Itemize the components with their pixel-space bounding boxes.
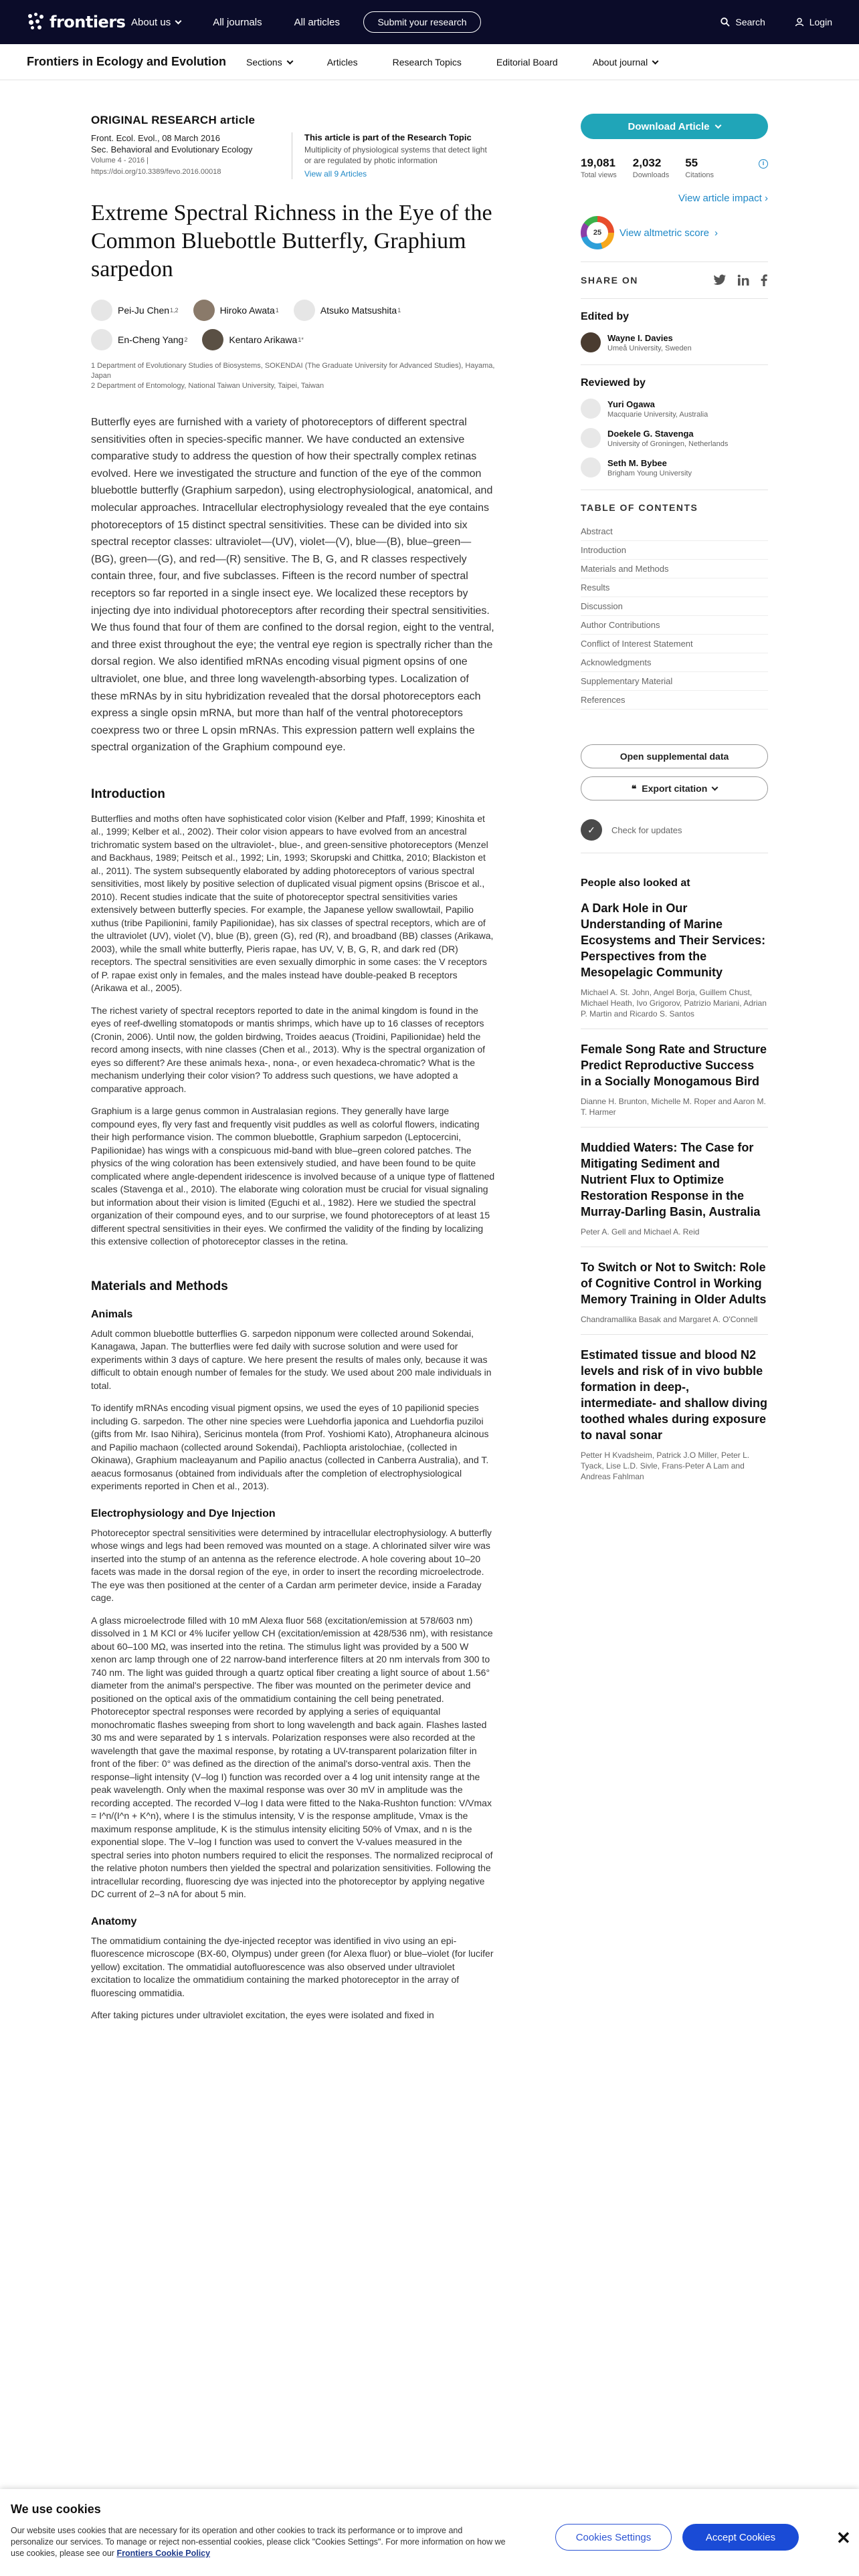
avatar bbox=[581, 399, 601, 419]
subnav-articles[interactable]: Articles bbox=[326, 57, 358, 68]
frontiers-logo[interactable] bbox=[27, 12, 125, 32]
accept-cookies-button[interactable]: Accept Cookies bbox=[682, 2524, 799, 2551]
cookies-settings-button[interactable]: Cookies Settings bbox=[555, 2524, 672, 2551]
article-meta bbox=[91, 132, 292, 179]
chevron-down-icon bbox=[286, 58, 293, 64]
export-citation-button[interactable]: ❝ Export citation bbox=[581, 776, 768, 800]
avatar bbox=[202, 329, 223, 350]
avatar bbox=[581, 428, 601, 448]
divider bbox=[581, 364, 768, 365]
top-bar bbox=[0, 0, 859, 44]
download-article-button[interactable]: Download Article bbox=[581, 114, 768, 139]
abstract-text: Butterfly eyes are furnished with a variety of photoreceptors of different spectral sensitivities often in species-specific manner. We have conducted an extensive comparative study to address the question of how their spectrally complex retinas evolved. Here we investigated the structure and function of the eye of the common bluebottle butterfly (Graphium sarpedon), using electrophysiological, anatomical, and molecular approaches. Intracellular electrophysiology revealed that the eye contains photoreceptors of 15 distinct spectral sensitivities. These can be divided into six spectral receptor classes: ultraviolet—(UV), violet—(V), blue—(B), blue–green—(BG), green—(G), and red—(R) sensitive. The B, G, and R classes respectively contain three, four, and five subclasses. Fifteen is the record number of spectral receptors so far reported in a single insect eye. We localized these receptors by injecting dye into individual photoreceptors after recording their spectral sensitivities. We thus found that four of them are confined to the dorsal region, eight to the ventral, and three exist throughout the eye; the ventral eye region is spectrally richer than the dorsal region. We also identified mRNAs encoding visual pigment opsins of one ultraviolet, one blue, and three long wavelength-absorbing types. Localization of these mRNAs by in situ hybridization revealed that the dorsal photoreceptors each express a single opsin mRNA, but more than half of the ventral photoreceptors coexpress two or three L opsin mRNAs. This expression pattern well explains the spectral organization of the Graphium compound eye. bbox=[91, 417, 494, 754]
author-list bbox=[91, 300, 466, 350]
avatar bbox=[581, 332, 601, 352]
divider bbox=[581, 298, 768, 299]
nav-about-us[interactable]: About us bbox=[131, 17, 181, 28]
brand-name: frontiers bbox=[50, 13, 126, 31]
chevron-down-icon bbox=[712, 784, 719, 790]
toc-item[interactable]: Results bbox=[581, 578, 768, 597]
subsection-heading-animals: Animals bbox=[91, 1308, 133, 1320]
divider bbox=[581, 261, 768, 262]
article-sidebar bbox=[581, 114, 768, 1503]
avatar bbox=[91, 329, 112, 350]
subsection-heading-electrophysiology: Electrophysiology and Dye Injection bbox=[91, 1507, 276, 1519]
subnav-sections[interactable]: Sections bbox=[246, 57, 292, 68]
people-also-looked-heading: People also looked at bbox=[581, 877, 690, 889]
metric-downloads: 2,032 Downloads bbox=[632, 156, 670, 179]
paragraph: After taking pictures under ultraviolet excitation, the eyes were isolated and fixed in bbox=[91, 2010, 434, 2021]
toc-item[interactable]: Acknowledgments bbox=[581, 653, 768, 672]
chevron-down-icon bbox=[715, 122, 722, 128]
topic-heading: This article is part of the Research Topic bbox=[304, 132, 472, 142]
search-icon bbox=[721, 17, 730, 27]
research-topic-box bbox=[292, 132, 492, 179]
cookie-title: We use cookies bbox=[11, 2502, 101, 2516]
toc-item[interactable]: References bbox=[581, 691, 768, 710]
avatar bbox=[581, 457, 601, 477]
cookie-banner bbox=[0, 2489, 859, 2576]
journal-citation: Front. Ecol. Evol., 08 March 2016 bbox=[91, 133, 220, 143]
toc-item[interactable]: Discussion bbox=[581, 597, 768, 616]
article-type: ORIGINAL RESEARCH article bbox=[91, 114, 256, 126]
user-icon bbox=[795, 17, 804, 27]
subsection-heading-anatomy: Anatomy bbox=[91, 1915, 137, 1927]
reviewed-by-heading: Reviewed by bbox=[581, 377, 646, 389]
linkedin-icon[interactable] bbox=[737, 274, 749, 286]
share-label: SHARE ON bbox=[581, 275, 638, 286]
volume: Volume 4 - 2016 | bbox=[91, 156, 149, 165]
section-name: Sec. Behavioral and Evolutionary Ecology bbox=[91, 144, 253, 154]
author[interactable]: Atsuko Matsushita 1 bbox=[294, 300, 401, 321]
related-article[interactable]: Muddied Waters: The Case for Mitigating Sediment and Nutrient Flux to Optimize Restoration Response in the Murray-Darling Basin, Australia Peter A. Gell and Michael A. Reid bbox=[581, 1140, 768, 1247]
login-button[interactable]: Login bbox=[795, 17, 832, 27]
article-metrics bbox=[581, 156, 768, 179]
article-main bbox=[91, 114, 495, 2032]
journal-nav bbox=[0, 44, 859, 80]
doi-link[interactable]: https://doi.org/10.3389/fevo.2016.00018 bbox=[91, 168, 221, 176]
altmetric-badge-icon: 25 bbox=[581, 216, 614, 249]
subnav-editorial-board[interactable]: Editorial Board bbox=[496, 57, 558, 68]
submit-research-button[interactable]: Submit your research bbox=[363, 11, 481, 33]
chevron-down-icon bbox=[175, 17, 182, 24]
related-article[interactable]: Estimated tissue and blood N2 levels and risk of in vivo bubble formation in deep-, intermediate- and shallow diving toothed whales during exposure to naval sonar Petter H Kvadsheim, Patrick J.O Miller, Peter L. Tyack, Lise L.D. Sivle, Frans-Peter A Lam and Andreas Fahlman bbox=[581, 1348, 768, 1481]
altmetric-link[interactable]: 25 View altmetric score › bbox=[581, 216, 768, 249]
section-heading-introduction: Introduction bbox=[91, 786, 165, 801]
paragraph: Graphium is a large genus common in Australasian regions. They generally have large compound eyes, fly very fast and frequently visit puddles as well as colorful flowers, indicating their high performance vision. The common bluebottle, Graphium sarpedon (Leptocercini, Papilionidae) has wings with a conspicuous mid-band with blue–green colored patches. The physics of the wing coloration has been extensively studied, and have been found to be quite complicated where angle-dependent iridescence is involved because of a unique type of flattened scales (Stavenga et al., 2010). The elaborate wing coloration must be crucial for visual signaling but information about their vision is limited (Eguchi et al., 1982). Here we studied the spectral organization of their compound eyes, and to our surprise, we found photoreceptors of at least 15 different spectral sensitivities in their eyes. We confirmed the validity of the finding by localizing this extensive collection of photoreceptor classes in the retina. bbox=[91, 1105, 495, 1247]
reviewer[interactable]: Yuri Ogawa Macquarie University, Australia bbox=[581, 399, 768, 419]
journal-title[interactable]: Frontiers in Ecology and Evolution bbox=[27, 55, 227, 68]
reviewer[interactable]: Doekele G. Stavenga University of Groningen, Netherlands bbox=[581, 428, 768, 448]
editor[interactable]: Wayne I. Davies Umeå University, Sweden bbox=[581, 332, 768, 352]
logo-icon bbox=[27, 12, 47, 32]
paragraph: Photoreceptor spectral sensitivities were determined by intracellular electrophysiology. A butterfly whose wings and legs had been removed was mounted on a stage. A chlorinated silver wire was inserted into the stump of an antenna as the reference electrode. A hole covering about 10–20 facets was made in the dorsal region of the eye, in order to insert the recording microelectrode. The eye was then positioned at the center of a Cardan arm perimeter device, inside a Faraday cage. bbox=[91, 1527, 492, 1604]
top-nav bbox=[131, 0, 372, 44]
view-all-articles-link[interactable]: View all 9 Articles bbox=[304, 169, 367, 179]
avatar bbox=[193, 300, 215, 321]
topic-name[interactable]: Multiplicity of physiological systems that detect light or are regulated by photic information bbox=[304, 145, 487, 165]
close-icon[interactable]: ✕ bbox=[836, 2528, 851, 2548]
article-title: Extreme Spectral Richness in the Eye of the Common Bluebottle Butterfly, Graphium sarpedon bbox=[91, 201, 492, 282]
toc-item[interactable]: Supplementary Material bbox=[581, 672, 768, 691]
subnav-research-topics[interactable]: Research Topics bbox=[392, 57, 462, 68]
author[interactable]: Pei-Ju Chen 1,2 bbox=[91, 300, 179, 321]
paragraph: A glass microelectrode filled with 10 mM Alexa fluor 568 (excitation/emission at 578/603 nm) dissolved in 1 M KCl or 4% lucifer yellow CH (excitation/emission at 428/536 nm), with resistance about 60–100 MΩ, was inserted into the retina. The stimulus light was provided by a 500 W xenon arc lamp through one of 22 narrow-band interference filters at 20 nm intervals from 300 to 740 nm. The light was guided through a quartz optical fiber creating a light source of about 1.56° diameter from the animal's perspective. The fiber was mounted on the perimeter device and positioned on the optical axis of the ommatidium containing the cell being penetrated. Photoreceptor spectral responses were recorded by applying a series of equiquantal monochromatic flashes sweeping from short to long wavelength and back again. Flashes lasted 30 ms and were separated by 1 s intervals. Polarization responses were also recorded at the wavelength that gave the maximal response, by rotating a UV-transparent polarization filter in front of the fiber: 0° was defined as the direction of the animal's dorso-ventral axis. Then the response–light intensity (V–log I) function was recorded over a 4 log unit intensity range at the peak wavelength. Only when the maximal response was over 30 mV in amplitude was the recording accepted. The recorded V–log I data were fitted to the Naka-Rushton function: V/Vmax = I^n/(I^n + K^n), where I is the stimulus intensity, V is the response amplitude, Vmax is the maximum response amplitude, K is the stimulus intensity eliciting 50% of Vmax, and n is the exponential slope. The V–log I function was used to convert the V-values measured in the spectral series into photon numbers required to elicit the responses. The normalized reciprocal of the relative photon numbers then yielded the spectral and polarization sensitivities. Following the intracellular recording, fluorescing dye was injected into the photoreceptor by applying negative DC current of 2–3 nA for about 5 min. bbox=[91, 1614, 493, 1900]
cookie-policy-link[interactable]: Frontiers Cookie Policy bbox=[116, 2549, 211, 2558]
paragraph: Butterflies and moths often have sophisticated color vision (Kelber and Pfaff, 1999; Kinoshita et al., 1999; Kelber et al., 2002). Their color vision appears to have evolved from an ancestral trichromatic system based on the ultraviolet-, blue-, and green-sensitive photoreceptors (Menzel and Backhaus, 1989; Peitsch et al., 1992; Lin, 1993; Skorupski and Chittka, 2010; Blackiston et al., 2011). The system subsequently elaborated by adding photoreceptors of various spectral sensitivities, most likely by positive selection of duplicated visual pigment opsins (Briscoe et al., 2010). Recent studies indicate that the suite of photoreceptor spectral sensitivities varies extensively between butterfly species. For example, the Japanese yellow swallowtail, Papilio xuthus (tribe Papilionini, family Papilionidae), has six classes of spectral receptors, which are of the ultraviolet (UV), violet (V), blue (B), green (G), red (R), and broadband (BB) classes (Arikawa, 2003), while the small white butterfly, Pieris rapae, has UV, V, B, G, R, and dark red (DR) receptors. The spectral sensitivities are even sexually dimorphic in some cases: the V receptors of P. rapae exist only in females, and the males instead have double-peaked B receptors (Arikawa et al., 2005). bbox=[91, 813, 494, 994]
crossmark-icon: ✓ bbox=[581, 819, 602, 841]
edited-by-heading: Edited by bbox=[581, 311, 630, 322]
toc-heading: TABLE OF CONTENTS bbox=[581, 502, 698, 513]
paragraph: The ommatidium containing the dye-injected receptor was identified in vivo using an epi-fluorescence microscope (BX-60, Olympus) under green (for Alexa fluor) or blue–violet (for lucifer yellow) excitation. The ommatidial autofluorescence was also observed under ultraviolet excitation to localize the ommatidium containing the marked photoreceptor in the array of fluorescing ommatidia. bbox=[91, 1935, 494, 1998]
toc-item[interactable]: Introduction bbox=[581, 541, 768, 560]
paragraph: The richest variety of spectral receptors reported to date in the animal kingdom is found in the eyes of reef-dwelling stomatopods or mantis shrimps, which have up to 16 classes of receptors (Cronin, 2006). Until now, the golden birdwing, Troides aeacus (Troidini, Papilionidae) held the record among insects, with nine classes (Chen et al., 2013). Why is the spectral organization of eyes so different? Are these animals hexa-, nona-, or even hexadeca-chromatic? What is the mechanism underlying their color vision? To address such questions, we have adopted a comparative approach. bbox=[91, 1004, 486, 1094]
check-for-updates[interactable]: ✓ Check for updates bbox=[581, 819, 768, 841]
paragraph: To identify mRNAs encoding visual pigment opsins, we used the eyes of 10 papilionid species including G. sarpedon. The other nine species were Luehdorfia japonica and Luehdorfia puziloi (gifts from Mr. Isao Nihira), Sericinus montela (from Prof. Yoshiomi Kato), Atrophaneura alcinous and Papilio machaon (collected around Sokendai), Pachliopta aristolochiae, (collected in Okinawa), Graphium macleayanum and Papilio anactus (collected in Canberra Australia), and T. aeacus formosanus (obtained from individuals after the completion of electrophysiological experiments reported in Chen et al., 2013). bbox=[91, 1402, 489, 1492]
twitter-icon[interactable] bbox=[713, 274, 727, 286]
chevron-down-icon bbox=[652, 58, 659, 64]
toc-item[interactable]: Materials and Methods bbox=[581, 560, 768, 578]
metric-views: 19,081 Total views bbox=[581, 156, 617, 179]
related-article[interactable]: Female Song Rate and Structure Predict Reproductive Success in a Socially Monogamous Bird Dianne H. Brunton, Michelle M. Roper and Aaron M. T. Harmer bbox=[581, 1041, 768, 1128]
avatar bbox=[91, 300, 112, 321]
related-article[interactable]: A Dark Hole in Our Understanding of Marine Ecosystems and Their Services: Perspectives from the Mesopelagic Community Michael A. St. John, Angel Borja, Guillem Chust, Michael Heath, Ivo Grigorov, Patrizio Mariani, Adrian P. Martin and Ricardo S. Santos bbox=[581, 900, 768, 1029]
cookie-text: Our website uses cookies that are necessary for its operation and other cookies to track its performance or to improve and personalize our services. To manage or reject non-essential cookies, please click "Cookies Settings". For more information on how we use cookies, please see our Frontiers Cookie Policy bbox=[11, 2526, 506, 2558]
nav-all-articles[interactable]: All articles bbox=[294, 16, 340, 28]
paragraph: Adult common bluebottle butterflies G. sarpedon nipponum were collected around Sokendai, Kanagawa, Japan. The butterflies were fed daily with sucrose solution and were used for experiments within 3 days of capture. We here present the results of males only, because it was difficult to obtain enough number of females for the study. We used about 200 male individuals in total. bbox=[91, 1327, 492, 1391]
author[interactable]: Hiroko Awata 1 bbox=[193, 300, 279, 321]
author[interactable]: En-Cheng Yang 2 bbox=[91, 329, 187, 350]
metric-citations: 55 Citations bbox=[685, 156, 714, 179]
table-of-contents bbox=[581, 522, 768, 710]
toc-item[interactable]: Conflict of Interest Statement bbox=[581, 635, 768, 653]
info-icon[interactable]: i bbox=[759, 159, 768, 169]
search-button[interactable]: Search bbox=[721, 17, 765, 27]
nav-all-journals[interactable]: All journals bbox=[213, 16, 262, 28]
open-supplemental-data-button[interactable]: Open supplemental data bbox=[581, 744, 768, 768]
related-article[interactable]: To Switch or Not to Switch: Role of Cognitive Control in Working Memory Training in Older Adults Chandramallika Basak and Margaret A. O'Connell bbox=[581, 1259, 768, 1335]
reviewer[interactable]: Seth M. Bybee Brigham Young University bbox=[581, 457, 768, 477]
view-article-impact-link[interactable]: View article impact › bbox=[678, 193, 768, 204]
facebook-icon[interactable] bbox=[760, 274, 768, 286]
section-heading-methods: Materials and Methods bbox=[91, 1279, 228, 1293]
affiliations: 1 Department of Evolutionary Studies of Biosystems, SOKENDAI (The Graduate University for Advanced Studies), Hayama, Japan 2 Department of Entomology, National Taiwan University, Taipei, Taiwan bbox=[91, 362, 495, 390]
avatar bbox=[294, 300, 315, 321]
toc-item[interactable]: Author Contributions bbox=[581, 616, 768, 635]
quote-icon: ❝ bbox=[631, 782, 637, 794]
share-bar bbox=[581, 274, 768, 286]
toc-item[interactable]: Abstract bbox=[581, 522, 768, 541]
subnav-about-journal[interactable]: About journal bbox=[593, 57, 658, 68]
author[interactable]: Kentaro Arikawa 1* bbox=[202, 329, 303, 350]
